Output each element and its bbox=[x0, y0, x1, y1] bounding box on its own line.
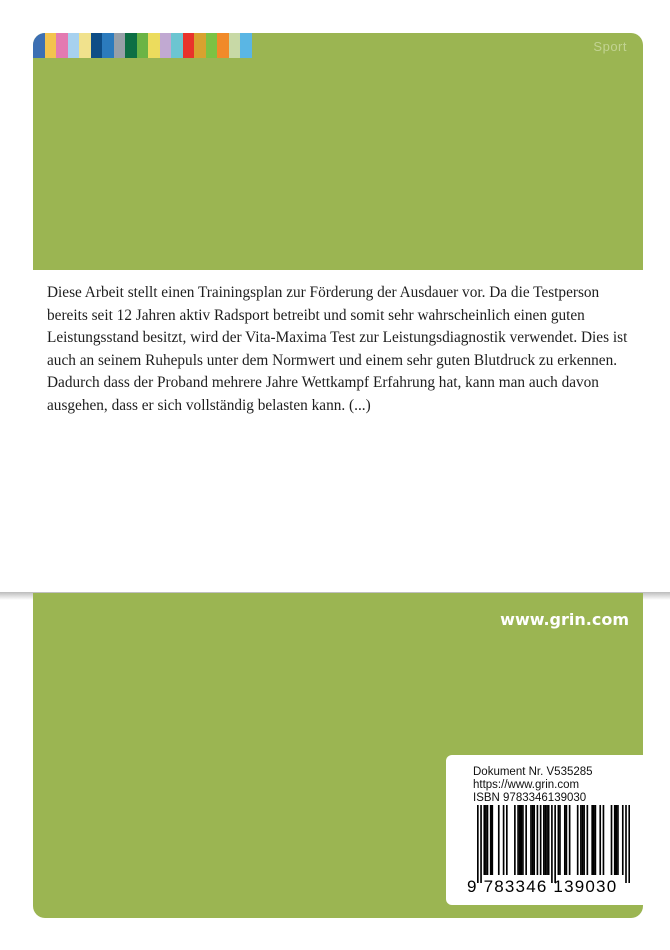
color-stripe bbox=[217, 33, 229, 58]
color-stripe bbox=[183, 33, 195, 58]
color-stripe bbox=[33, 33, 45, 58]
color-stripe bbox=[114, 33, 126, 58]
barcode-bar bbox=[485, 805, 487, 875]
series-label: Sport bbox=[593, 39, 627, 54]
barcode-bar bbox=[558, 805, 560, 875]
barcode-bar bbox=[625, 805, 627, 883]
barcode-bar bbox=[540, 805, 542, 875]
color-stripe bbox=[148, 33, 160, 58]
color-stripe bbox=[137, 33, 149, 58]
barcode-bar bbox=[548, 805, 550, 875]
barcode-bar bbox=[611, 805, 613, 875]
barcode-bar bbox=[491, 805, 493, 875]
color-stripe bbox=[68, 33, 80, 58]
barcode-bar bbox=[533, 805, 535, 875]
barcode-bar bbox=[569, 805, 571, 875]
color-stripe bbox=[171, 33, 183, 58]
barcode-bar bbox=[582, 805, 584, 875]
top-color-panel bbox=[33, 33, 643, 270]
barcode-bar bbox=[514, 805, 516, 875]
color-stripe bbox=[160, 33, 172, 58]
color-stripe bbox=[102, 33, 114, 58]
barcode-bar bbox=[599, 805, 601, 875]
barcode-bar bbox=[545, 805, 547, 875]
barcode-bar bbox=[537, 805, 539, 875]
document-number: Dokument Nr. V535285 bbox=[473, 766, 593, 778]
barcode-bar bbox=[591, 805, 593, 875]
barcode-bar bbox=[498, 805, 500, 875]
barcode-bar bbox=[614, 805, 616, 875]
barcode-bar bbox=[564, 805, 566, 875]
publisher-website: www.grin.com bbox=[500, 610, 629, 629]
color-stripe bbox=[229, 33, 241, 58]
barcode-bar bbox=[477, 805, 479, 883]
barcode-bar bbox=[587, 805, 589, 875]
barcode-bar bbox=[554, 805, 556, 883]
isbn-barcode bbox=[477, 805, 630, 883]
barcode-bar bbox=[522, 805, 524, 875]
barcode-bar bbox=[503, 805, 505, 875]
barcode-bar bbox=[519, 805, 521, 875]
color-stripes bbox=[33, 33, 252, 58]
color-stripe bbox=[194, 33, 206, 58]
blurb-section bbox=[33, 270, 643, 592]
barcode-bar bbox=[583, 805, 585, 875]
barcode-box bbox=[446, 755, 643, 905]
barcode-bar bbox=[487, 805, 489, 875]
barcode-bar bbox=[595, 805, 597, 875]
color-stripe bbox=[91, 33, 103, 58]
barcode-bar bbox=[546, 805, 548, 875]
barcode-bar bbox=[506, 805, 508, 875]
barcode-bar bbox=[566, 805, 568, 875]
barcode-bar bbox=[490, 805, 492, 875]
barcode-digits: 9 783346 139030 bbox=[467, 877, 618, 896]
color-stripe bbox=[45, 33, 57, 58]
color-stripe bbox=[56, 33, 68, 58]
color-stripe bbox=[79, 33, 91, 58]
barcode-bar bbox=[480, 805, 482, 883]
barcode-bar bbox=[543, 805, 545, 875]
barcode-bar bbox=[530, 805, 532, 875]
color-stripe bbox=[240, 33, 252, 58]
blurb-text: Diese Arbeit stellt einen Trainingsplan zur Förderung der Ausdauer vor. Da die Testperson bereits seit 12 Jahren aktiv Radsport betreibt und somit sehr wahrscheinlich einen guten Leistungsstand besitzt, wird der Vita-Maxima Test zur Leistungsdiagnostik verwendet. Dies ist auch an seinem Ruhepuls unter dem Normwert und einem sehr guten Blutdruck zu erkennen. Dadurch dass der Proband mehrere Jahre Wettkampf Erfahrung hat, kann man auch davon ausgehen, dass er sich vollständig belasten kann. (...) bbox=[47, 284, 628, 414]
barcode-bar bbox=[603, 805, 605, 875]
barcode-bar bbox=[622, 805, 624, 875]
barcode-bar bbox=[520, 805, 522, 875]
barcode-bar bbox=[593, 805, 595, 875]
barcode-bar bbox=[551, 805, 553, 883]
barcode-bar bbox=[559, 805, 561, 875]
barcode-bar bbox=[580, 805, 582, 875]
color-stripe bbox=[206, 33, 218, 58]
barcode-bar bbox=[577, 805, 579, 875]
color-stripe bbox=[125, 33, 137, 58]
barcode-bar bbox=[525, 805, 527, 875]
barcode-bar bbox=[483, 805, 485, 875]
barcode-bar bbox=[628, 805, 630, 883]
barcode-bar bbox=[532, 805, 534, 875]
barcode-bar bbox=[517, 805, 519, 875]
isbn-label: ISBN 9783346139030 bbox=[473, 792, 587, 804]
barcode-bar bbox=[617, 805, 619, 875]
document-url: https://www.grin.com bbox=[473, 779, 580, 791]
barcode-bar bbox=[616, 805, 618, 875]
